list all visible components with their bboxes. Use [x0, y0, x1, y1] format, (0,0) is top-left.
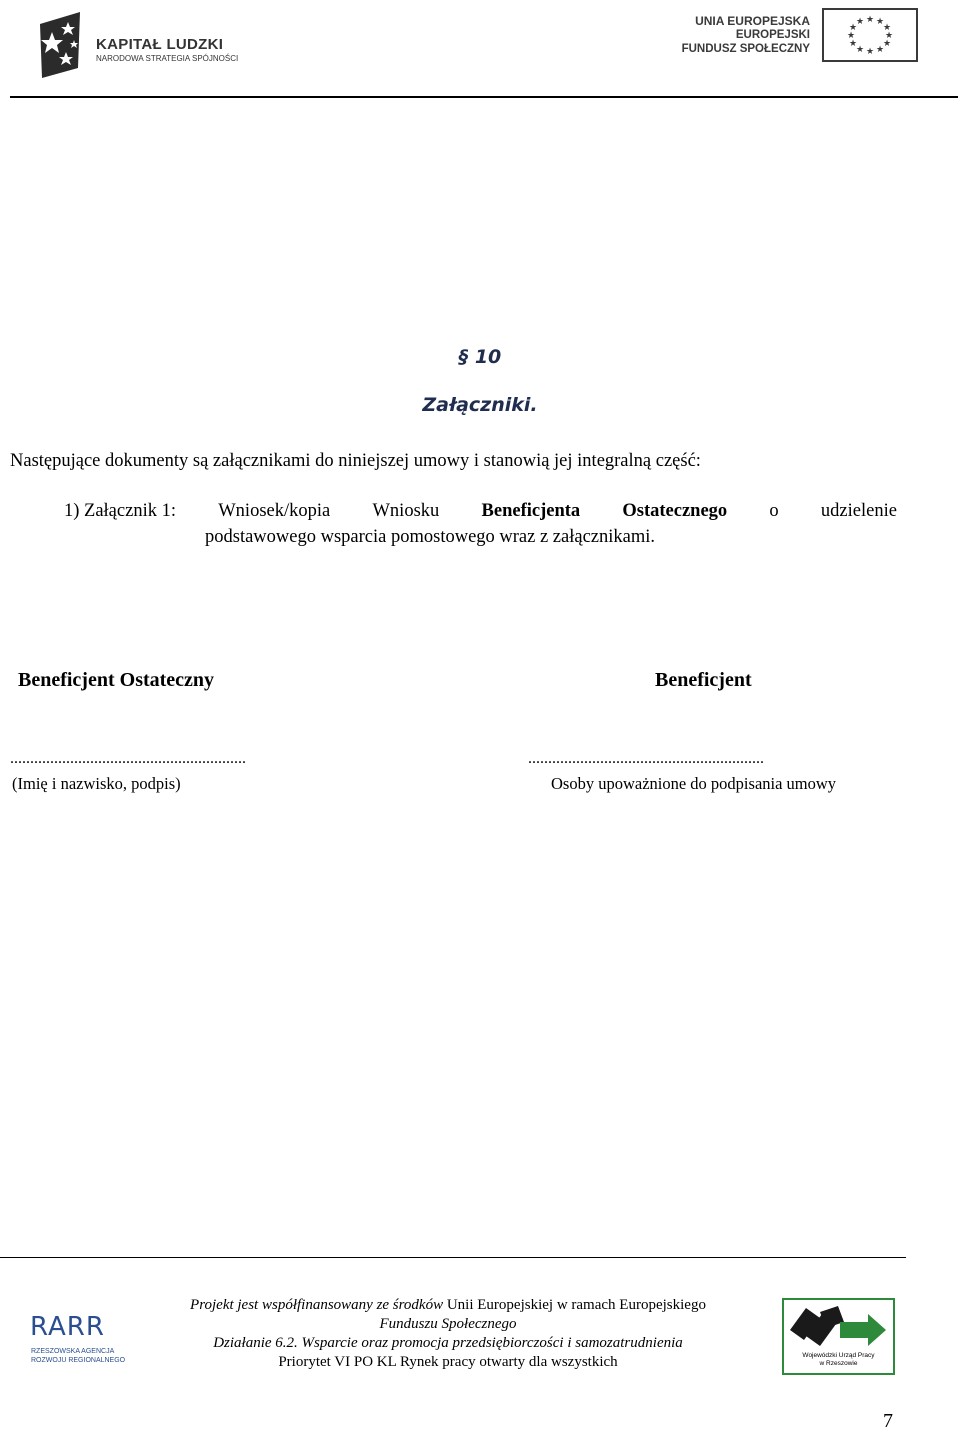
signature-right-line: ...........................................................: [528, 750, 764, 767]
wup-line-2: w Rzeszowie: [819, 1360, 858, 1367]
signature-right-title: Beneficjent: [655, 669, 752, 691]
section-title: Załączniki.: [422, 394, 538, 416]
item-word-bold: Ostatecznego: [622, 501, 728, 521]
svg-text:★: ★: [865, 15, 875, 25]
intro-paragraph: Następujące dokumenty są załącznikami do niniejszej umowy i stanowią jej integralną część:: [10, 451, 701, 471]
svg-text:★: ★: [848, 39, 858, 49]
svg-text:★: ★: [875, 45, 885, 55]
attachment-item-1-continued: podstawowego wsparcia pomostowego wraz z załącznikami.: [205, 527, 656, 547]
eu-line-2: EUROPEJSKI: [735, 29, 810, 41]
rarr-line-2: ROZWOJU REGIONALNEGO: [31, 1357, 126, 1364]
svg-text:★: ★: [865, 47, 875, 57]
footer-line-1-italic: Projekt jest współfinansowany ze środków: [190, 1297, 444, 1313]
item-word: Wniosek/kopia: [218, 501, 331, 521]
signature-right-caption: Osoby upoważnione do podpisania umowy: [551, 774, 837, 793]
item-word-bold: Beneficjenta: [481, 501, 581, 521]
eu-text: [682, 14, 810, 56]
kapital-ludzki-logo: [38, 12, 248, 80]
wup-logo: [782, 1298, 895, 1375]
footer-line-3: Działanie 6.2. Wsparcie oraz promocja przedsiębiorczości i samozatrudnienia: [213, 1335, 683, 1351]
svg-text:★: ★: [882, 23, 892, 33]
wup-emblem-icon: [784, 1300, 893, 1352]
attachment-item-1: [64, 501, 897, 522]
signature-left-line: ...........................................................: [10, 750, 246, 767]
kapital-ludzki-subtitle: NARODOWA STRATEGIA SPÓJNOŚCI: [96, 54, 239, 63]
eu-flag-icon: [822, 8, 918, 62]
rarr-name: RARR: [30, 1312, 105, 1342]
footer-line-1: [130, 1296, 766, 1315]
footer-divider: [0, 1257, 906, 1258]
footer-line-1-rest: Unii Europejskiej w ramach Europejskiego: [443, 1297, 706, 1313]
eu-logo: [668, 8, 920, 66]
page-number: 7: [883, 1410, 893, 1432]
svg-text:★: ★: [882, 39, 892, 49]
item-word: Wniosku: [372, 501, 440, 521]
rarr-logo: [30, 1312, 126, 1366]
wup-caption: [784, 1352, 893, 1368]
kapital-ludzki-emblem-icon: [38, 12, 82, 78]
signature-left-caption: (Imię i nazwisko, podpis): [12, 774, 181, 793]
svg-text:★: ★: [884, 31, 894, 41]
svg-text:★: ★: [846, 31, 856, 41]
footer-line-4: Priorytet VI PO KL Rynek pracy otwarty dla wszystkich: [278, 1354, 618, 1370]
item-word: udzielenie: [820, 501, 897, 521]
kapital-ludzki-name: KAPITAŁ LUDZKI: [96, 36, 224, 53]
eu-stars-icon: [824, 10, 916, 60]
signature-left-title: Beneficjent Ostateczny: [18, 669, 215, 691]
svg-text:★: ★: [848, 23, 858, 33]
footer-text: [130, 1296, 766, 1372]
svg-text:★: ★: [875, 17, 885, 27]
section-number: § 10: [458, 346, 502, 368]
wup-line-1: Wojewódzki Urząd Pracy: [802, 1352, 875, 1359]
rarr-line-1: RZESZOWSKA AGENCJA: [31, 1348, 115, 1355]
footer-line-2: Funduszu Społecznego: [379, 1316, 517, 1332]
eu-line-3: FUNDUSZ SPOŁECZNY: [681, 43, 810, 55]
eu-line-1: UNIA EUROPEJSKA: [695, 14, 810, 28]
item-word: 1) Załącznik 1:: [64, 501, 176, 521]
svg-text:★: ★: [855, 17, 865, 27]
svg-text:★: ★: [855, 45, 865, 55]
header-divider: [10, 96, 958, 98]
item-word: o: [769, 501, 779, 521]
